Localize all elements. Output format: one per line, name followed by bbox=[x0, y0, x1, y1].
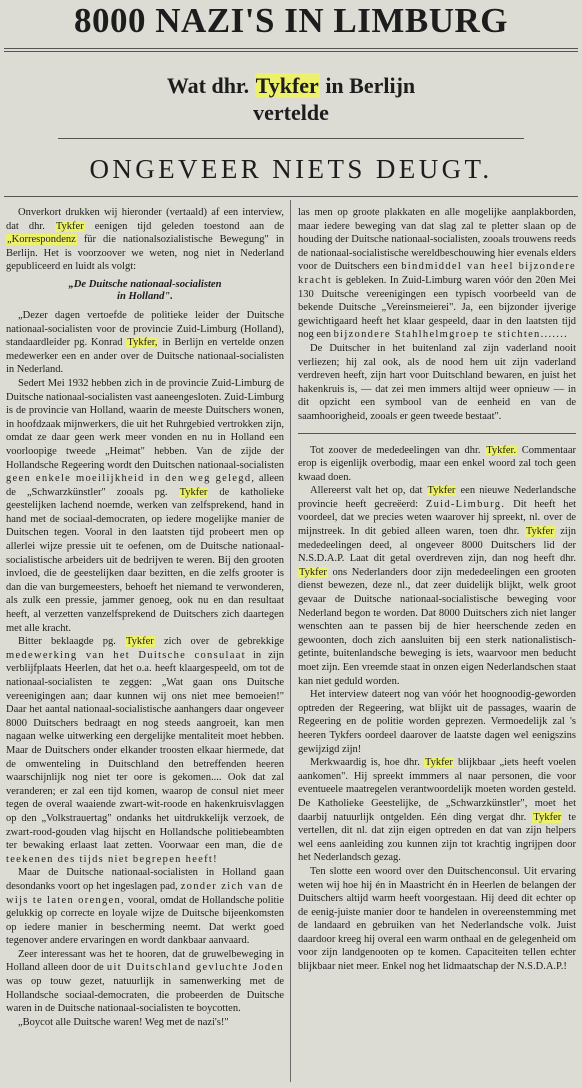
right-paragraph-3 bbox=[298, 444, 576, 485]
text: Allereerst valt het op, dat bbox=[310, 485, 423, 497]
left-column bbox=[6, 206, 284, 1029]
section-heading-line-2: in Holland". bbox=[117, 291, 173, 303]
spaced-text: bijzondere Stahlhelmgroep te stichten....... bbox=[333, 329, 569, 341]
text: vooral, omdat de Hollandsche politie gelukkig op correcte en loyale wijze de Duitsche bijeenkomsten op iedere manier in bescherming neemt. Dat werkt goed tegenover andere ervaringen en wordt dankbaar aanvaard. bbox=[6, 894, 285, 947]
text: in Berlijn en vertelde onzen medewerker een en ander over de Duitsche nationaal-socialisten in Nederland. bbox=[6, 337, 285, 376]
left-paragraph-2 bbox=[6, 309, 284, 377]
left-paragraph-5 bbox=[6, 866, 284, 948]
text: te vertellen, dit nl. dat zijn eigen optreden en dat van zijn helpers wel eens aanleiding zou kunnen zijn tot krachtig ingrijpen door het Nederlandsch gezag. bbox=[298, 811, 576, 864]
highlighted-name: Tykfer bbox=[179, 486, 208, 498]
subheadline-text-3: vertelde bbox=[253, 100, 329, 125]
text: Commentaar erop is eigenlijk overbodig, maar een enkel woord zal toch geen kwaad doen. bbox=[298, 444, 576, 483]
text: zich over de gebrekkige bbox=[163, 636, 284, 648]
text: las men op groote plakkaten en alle mogelijke aanplakborden, maar iedere beweging van dat slag zal te pletter slaan op de houding der Duitsche nationaal-socialisten, zooals trouwens reeds de nationaal-socialistische wereldbeschouwing hier evenals elders voor de Duitschers een bbox=[298, 207, 576, 273]
right-paragraph-2: De Duitscher in het buitenland zal zijn vaderland nooit verliezen; hij zal ook, als de nood hem uit zijn vaderland verdreven heeft, zijn hart voor Duitschland bewaren, en juist het hakenkruis is, — dat zei men immers altijd weer opnieuw — in dit opzicht een symbool van de eenheid en van de saamhoorigheid, zooals er geen tweede bestaat". bbox=[298, 342, 576, 422]
text: de katholieke geestelijken lachend noemde, werken van zelfsprekend, hand in hand met de sociaal-democraten, op iedere mogelijke manier de Duitschen tegen. Vooral in den laatsten tijd probeert men op allerlei wijze pressie uit te oefenen, om de Duitsche nationaal-socialistische arbeiders uit de bedrijven te weren. Bij den grooten invloed, die de geestelijken daar bezitten, en die zelfs grooter is dan die van burgemeesters, behoeft het niemand te verwonderen, als zulk een pressie, jammer genoeg, ook nu en dan resultaat heeft, al verzetten vanzelfsprekend de Duitschers zich daartegen met alle kracht. bbox=[6, 486, 284, 634]
text: für die nationalsozialistische Bewegung" in Berlijn. Het is voorzoover we weten, nog niet in Nederland gepubliceerd en luidt als volgt: bbox=[6, 234, 285, 273]
left-paragraph-1 bbox=[6, 206, 284, 274]
highlighted-name: Tykfer bbox=[525, 526, 554, 538]
text: zijn mededeelingen deed, al ongeveer 8000 Duitschers lid der N.S.D.A.P. Laat dit getal overdreven zijn, dan nog heeft dhr. bbox=[298, 526, 576, 565]
text: blijkbaar „iets heeft voelen aankomen". Hij spreekt immmers al naar personen, die voor eventueele maatregelen verantwoordelijk moeten worden gesteld. De Katholieke Geestelijke, de „Schwarzkünstler", moet het daarbij natuurlijk ontgelden. Eén ding vergat dhr. bbox=[298, 757, 576, 823]
text: is gebleken. In Zuid-Limburg waren vóór den 20en Mei 130 Duitsche vereenigingen een typisch voorbeeld van de bekende Duitsche „Vereinsmeierei". Ja, een bijzonder ijverige gewichtigaard heeft het klaar gespeeld, daar in den laatsten tijd nog een bbox=[298, 274, 577, 341]
spaced-text: zonder zich van de wijs te laten orengen, bbox=[6, 880, 284, 906]
highlighted-name: Tykfer bbox=[55, 220, 84, 232]
left-paragraph-4 bbox=[6, 635, 284, 866]
text: Merkwaardig is, hoe dhr. bbox=[310, 757, 420, 769]
text: was op touw gezet, natuurlijk in samenwerking met de Hollandsche sociaal-democraten, die probeerden de Duitsche waren in de Duitsche nationaal-socialisten te boycotten. bbox=[6, 976, 284, 1015]
highlighted-name: Tykfer bbox=[425, 757, 453, 769]
right-column bbox=[298, 206, 576, 974]
text: Sedert Mei 1932 hebben zich in de provincie Zuid-Limburg de Duitsche nationaal-socialisten vast aaneengesloten. Zuid-Limburg is de provincie van Holland, waarin de meeste Duitschers wonen, in hoofdzaak mijnwerkers, die uit het Ruhrgebied vertrokken zijn, omdat ze daar geen werk meer vonden en nu in Holland een voorloopige tweede „Heimat" hebben. Van de zijde der Hollandsche Regeering wordt den Duitschen nationaal-socialisten bbox=[6, 377, 284, 471]
text: Maar de Duitsche nationaal-socialisten in Holland gaan desondanks voort op het ingeslagen pad, bbox=[6, 867, 284, 892]
main-title: ONGEVEER NIETS DEUGT. bbox=[89, 154, 493, 184]
spaced-text: uit Duitschland gevluchte Joden bbox=[106, 962, 284, 974]
text: alleen de „Schwarzkünstler" zooals pg. bbox=[6, 473, 284, 498]
text: eenigen tijd geleden toestond aan de bbox=[94, 220, 285, 232]
text: Dit heeft het voordeel, dat we precies weten waarover hij spreekt, nl. over de mijnstreek. In dit gebied alleen waren, toen dhr. bbox=[298, 498, 577, 538]
headline: 8000 NAZI'S IN LIMBURG bbox=[74, 1, 508, 40]
body-top-rule bbox=[4, 196, 578, 197]
highlighted-name: Tykfer bbox=[125, 636, 154, 648]
spaced-text: medewerking van het Duitsche consulaat bbox=[6, 649, 246, 661]
highlighted-name: Tykfer. bbox=[486, 444, 517, 456]
left-paragraph-3 bbox=[6, 377, 284, 635]
column-divider bbox=[290, 200, 291, 1082]
subheadline bbox=[0, 72, 582, 126]
spaced-text: Zuid-Limburg. bbox=[425, 498, 506, 510]
subheadline-text-1: Wat dhr. bbox=[166, 73, 250, 98]
text: Onverkort drukken wij hieronder (vertaald) af een interview, dat dhr. bbox=[6, 207, 284, 232]
right-paragraph-1 bbox=[298, 206, 576, 342]
right-paragraph-4 bbox=[298, 484, 576, 688]
section-separator bbox=[298, 433, 576, 434]
headline-rule-double bbox=[4, 51, 578, 52]
text: Tot zoover de mededeelingen van dhr. bbox=[310, 444, 481, 456]
right-paragraph-5: Het interview dateert nog van vóór het hoognoodig-geworden optreden der Regeering, wat blijkt uit de passages, waarin de Regeering en de politie worden geprezen. Vermoedelijk zal 's heeren Tykfers oordeel daarover de laatste dagen wel eenigszins gewijzigd zijn! bbox=[298, 689, 576, 755]
highlighted-name: Tykfer, bbox=[127, 337, 158, 349]
text: Bitter beklaagde pg. bbox=[18, 636, 116, 648]
subheadline-name: Tykfer bbox=[255, 73, 319, 98]
section-heading bbox=[6, 279, 284, 304]
title-rule bbox=[58, 138, 524, 139]
text: ons Nederlanders door zijn mededeelingen een grooten dienst bewezen, deze nl., dat zeer duidelijk blijkt, welk groot gevaar de Duitsche nationaal-socialistische beweging voor Nederland begon te worden. Dat 8000 Duitschers zich niet langer wenschten aan te passen bij de hier heerschende zeden en gewoonten, doch zich aansluiten bij een sterk nationalistisch-getinte, buitenlandsche beweging is iets, waarvoor men beducht moet zijn. Een vreemde staat in onzen eigen Nederlandschen staat kan niet geduld worden. bbox=[298, 566, 577, 687]
highlighted-name: Tykfer bbox=[533, 811, 562, 823]
spaced-text: de teekenen des tijds niet begrepen heeft! bbox=[6, 840, 284, 865]
headline-rule bbox=[4, 48, 578, 49]
spaced-text: bindmiddel van heel bijzondere kracht bbox=[298, 261, 576, 286]
left-paragraph-6 bbox=[6, 948, 284, 1016]
section-heading-line-1: „De Duitsche nationaal-socialisten bbox=[68, 278, 222, 290]
text: een nieuwe Nederlandsche provincie heeft gecreëerd: bbox=[298, 485, 577, 510]
highlighted-name: Tykfer bbox=[299, 566, 327, 578]
highlighted-paper-name: „Korrespondenz bbox=[7, 234, 76, 246]
text: in zijn verblijfplaats Heerlen, dat het o.a. heeft klaargespeeld, om tot de nationaal-socialisten te zeggen: „Wat gaan ons Duitsche vereenigingen aan; daar kunnen wij ons niet mee bemoeien!" Daar het aantal nationaal-socialistische aanhangers daar ongeveer 8000 Duitschers bedraagt en nog steeds aangroeit, kan men nagaan welke uitwerking een dergelijke mentaliteit moet hebben. Maar de Duitschers onder elkander troosten elkaar hiermede, dat de omwenteling in Duitschland den betreffenden heeren waarschijnlijk nog niet ter oore is gekomen.... Ook dat zal veranderen; er zal een tijd komen, waarop de consul niet meer tegen de overal waaiende zwart-wit-roode en hakenkruisvlaggen op den „Volkstrauertag" ondanks het uitdrukkelijk verzoek, de zwart-rood-gouden vlag hijscht en Hollandsche politiebeambten ter bewaking erlaast laat zetten. Voorwaar een man, die bbox=[6, 649, 284, 852]
subheadline-text-2: in Berlijn bbox=[325, 73, 416, 98]
spaced-text: geen enkele moeilijkheid in den weg gelegd, bbox=[6, 473, 256, 485]
right-paragraph-6 bbox=[298, 756, 576, 865]
text: „Dezer dagen vertoefde de politieke leider der Duitsche nationaal-socialisten voor de provincie Zuid-Limburg (Holland), standaardleider pg. Konrad bbox=[6, 309, 284, 349]
text: Zeer interessant was het te hooren, dat de gruwelbeweging in Holland alleen door de bbox=[6, 948, 284, 974]
left-paragraph-7: „Boycot alle Duitsche waren! Weg met de nazi's!" bbox=[18, 1016, 229, 1028]
right-paragraph-7: Ten slotte een woord over den Duitschenconsul. Uit ervaring weten wij hoe hij én in Maastricht én in Heerlen de belangen der Duitschers altijd warm heeft voorgestaan. Hij deed dit echter op de eenig-juiste manier door te handelen in overeenstemming met de landaard en gebruiken van het Nederlandsche volk. Juist daardoor kreeg hij overal een warm onthaal en de gelegenheid om voor zijn landgenooten op te komen. Capaciteiten tellen echter blijkbaar niet meer. Enkel nog het lidmaatschap der N.S.D.A.P.! bbox=[298, 865, 576, 973]
highlighted-name: Tykfer bbox=[427, 485, 456, 497]
